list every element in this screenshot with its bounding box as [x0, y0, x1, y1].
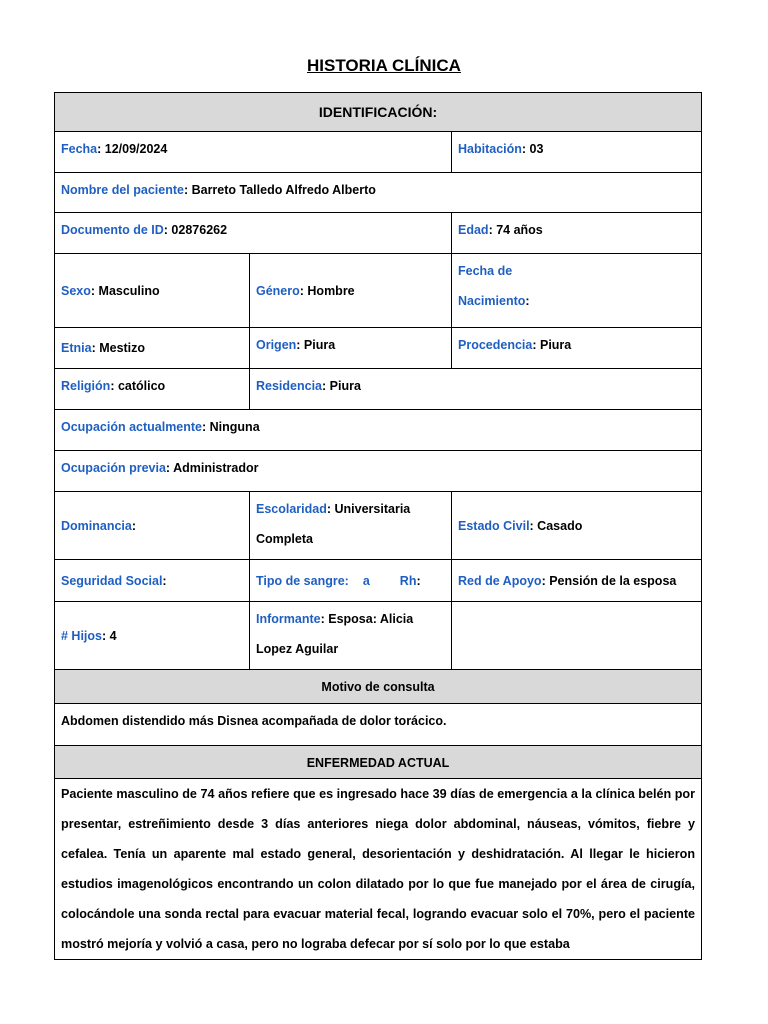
fecha-field: Fecha: 12/09/2024 — [55, 132, 452, 173]
informante-field: Informante: Esposa: Alicia Lopez Aguilar — [250, 602, 452, 670]
habitacion-field: Habitación: 03 — [452, 132, 702, 173]
etnia-field: Etnia: Mestizo — [55, 328, 250, 369]
procedencia-field: Procedencia: Piura — [452, 328, 702, 369]
sexo-field: Sexo: Masculino — [55, 254, 250, 328]
origen-field: Origen: Piura — [250, 328, 452, 369]
documento-id-field: Documento de ID: 02876262 — [55, 213, 452, 254]
clinical-history-form — [54, 92, 702, 960]
identificacion-header: IDENTIFICACIÓN: — [55, 93, 702, 132]
tipo-sangre-field: Tipo de sangre: a Rh: — [250, 560, 452, 602]
motivo-consulta-text: Abdomen distendido más Disnea acompañada de dolor torácico. — [55, 704, 702, 746]
edad-field: Edad: 74 años — [452, 213, 702, 254]
enfermedad-actual-text: Paciente masculino de 74 años refiere que es ingresado hace 39 días de emergencia a la clínica belén por presentar, estreñimiento desde 3 días anteriores niega dolor abdominal, náuseas, vómitos, fiebre y cefalea. Tenía un aparente mal estado general, desorientación y deshidratación. Al llegar le hicieron estudios imagenológicos encontrando un colon dilatado por lo que fue manejado por el área de cirugía, colocándole una sonda rectal para evacuar material fecal, logrando evacuar solo el 70%, pero el paciente mostró mejoría y volvió a casa, pero no lograba defecar por sí solo por lo que estaba — [55, 779, 702, 960]
red-apoyo-field: Red de Apoyo: Pensión de la esposa — [452, 560, 702, 602]
document-title: HISTORIA CLÍNICA — [307, 56, 461, 75]
ocupacion-previa-field: Ocupación previa: Administrador — [55, 451, 702, 492]
empty-cell — [452, 602, 702, 670]
religion-field: Religión: católico — [55, 369, 250, 410]
seguridad-social-field: Seguridad Social: — [55, 560, 250, 602]
motivo-consulta-header: Motivo de consulta — [55, 670, 702, 704]
fecha-nacimiento-field: Fecha de Nacimiento: — [452, 254, 702, 328]
enfermedad-actual-header: ENFERMEDAD ACTUAL — [55, 746, 702, 779]
genero-field: Género: Hombre — [250, 254, 452, 328]
hijos-field: # Hijos: 4 — [55, 602, 250, 670]
escolaridad-field: Escolaridad: Universitaria Completa — [250, 492, 452, 560]
nombre-paciente-field: Nombre del paciente: Barreto Talledo Alfredo Alberto — [55, 173, 702, 213]
ocupacion-actual-field: Ocupación actualmente: Ninguna — [55, 410, 702, 451]
dominancia-field: Dominancia: — [55, 492, 250, 560]
residencia-field: Residencia: Piura — [250, 369, 702, 410]
estado-civil-field: Estado Civil: Casado — [452, 492, 702, 560]
